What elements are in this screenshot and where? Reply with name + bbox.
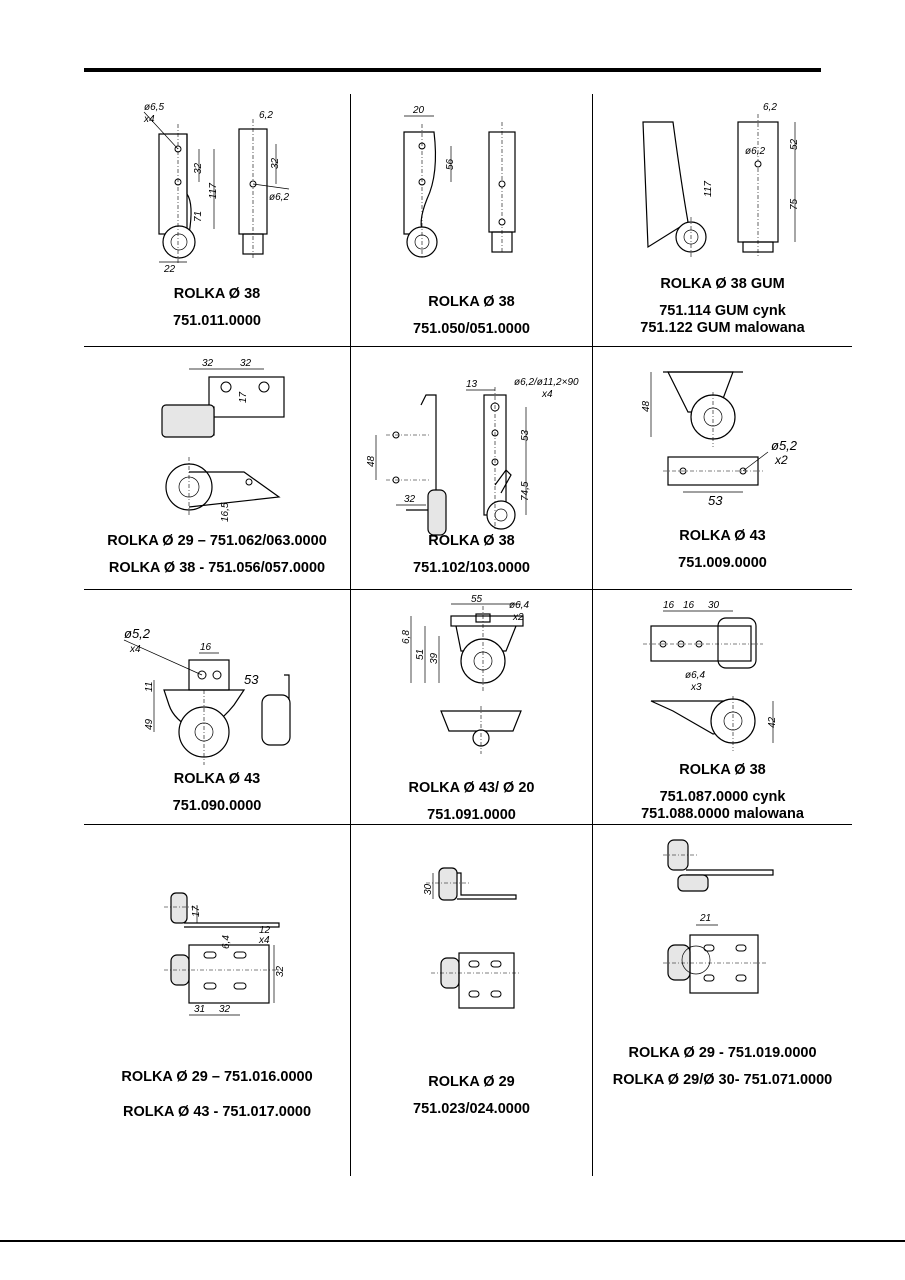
product-cell-r2c1 [84,347,350,589]
dim-label: 16 [200,642,212,653]
dim-label: 32 [240,358,252,369]
product-name: ROLKA Ø 43 [173,771,261,787]
dim-label: 31 [194,1004,206,1015]
dim-label: 71 [193,210,204,222]
dim-label: 12 [259,925,271,936]
dim-label: 74,5 [520,481,531,501]
dim-label: 11 [144,681,155,692]
product-cell-r2c3 [593,347,852,589]
product-cell-r4c1 [84,825,350,1176]
product-cell-r3c2 [351,590,592,824]
product-code: 751.011.0000 [173,313,261,329]
product-variant-43: ROLKA Ø 43 - 751.017.0000 [122,1104,312,1120]
product-cell-r2c2 [351,347,592,589]
dim-label: 32 [193,162,204,174]
product-name: ROLKA Ø 29 [428,1074,515,1090]
dim-label: 16,5 [220,502,231,522]
dim-label: 6,2 [259,110,273,121]
product-finish-painted: 751.122 GUM malowana [640,320,805,336]
dim-label: 30 [423,883,434,895]
product-name: ROLKA Ø 38 [679,762,766,778]
dim-label: ø6,2 [269,192,290,203]
product-variant-29-30: ROLKA Ø 29/Ø 30- 751.071.0000 [612,1072,833,1088]
dim-label: 53 [520,429,531,441]
dim-label: x4 [259,935,270,946]
dim-label: x2 [513,612,524,623]
dim-label: x3 [691,682,702,693]
dim-label: 49 [144,718,155,730]
product-cell-r1c2 [351,94,592,346]
dim-label: ø5,2 [771,438,798,453]
product-cell-r1c3 [593,94,852,346]
product-cell-r3c1 [84,590,350,824]
dim-label: ø6,2/ø11,2×90 [514,377,579,388]
dim-label: 32 [219,1004,231,1015]
technical-drawing [159,885,299,1030]
product-cell-r1c1 [84,94,350,346]
product-cell-r4c2 [351,825,592,1176]
dim-label: 117 [208,183,219,199]
product-variant-38: ROLKA Ø 38 - 751.056/057.0000 [108,560,326,576]
dim-label: 22 [164,264,176,275]
technical-drawing [658,835,798,1020]
product-cell-r4c3 [593,825,852,1176]
dim-label: ø6,4 [685,670,706,681]
dim-label: x2 [775,453,788,467]
dim-label: 55 [471,594,483,605]
technical-drawing [124,620,314,775]
product-variant-29: ROLKA Ø 29 – 751.062/063.0000 [107,533,327,549]
dim-label: 32 [202,358,214,369]
dim-label: x4 [542,389,553,400]
product-code: 751.102/103.0000 [413,560,530,576]
dim-label: 117 [703,181,714,197]
technical-drawing [633,362,833,517]
product-name: ROLKA Ø 43 [679,528,766,544]
product-code: 751.050/051.0000 [413,321,530,337]
dim-label: 53 [708,493,723,508]
dim-label: 16 [663,600,675,611]
product-name: ROLKA Ø 43/ Ø 20 [408,780,535,796]
dim-label: 6,4 [221,935,232,949]
product-name: ROLKA Ø 38 [428,294,515,310]
dim-label: ø6,2 [745,146,766,157]
product-variant-29: ROLKA Ø 29 – 751.016.0000 [121,1069,313,1085]
dim-label: 75 [789,198,800,210]
product-name: ROLKA Ø 38 GUM [660,276,785,292]
dim-label: ø6,5 [144,102,165,113]
dim-label: 32 [270,157,281,169]
product-code: 751.091.0000 [427,807,516,823]
bottom-rule [0,1240,905,1242]
dim-label: 20 [413,105,425,116]
dim-label: 21 [700,913,712,924]
dim-label: 39 [429,652,440,664]
dim-label: 6,8 [401,630,412,644]
product-code: 751.023/024.0000 [413,1101,530,1117]
dim-label: 16 [683,600,695,611]
product-code: 751.009.0000 [678,555,767,571]
dim-label: 56 [445,158,456,170]
product-finish-zinc: 751.087.0000 cynk [659,789,786,805]
technical-drawing [421,863,531,1028]
top-rule [84,68,821,72]
dim-label: 17 [238,391,249,403]
technical-drawing [139,104,299,279]
dim-label: 32 [404,494,416,505]
dim-label: 52 [789,138,800,150]
dim-label: 51 [415,648,426,660]
product-code: 751.090.0000 [172,798,262,814]
product-name: ROLKA Ø 38 [173,286,261,302]
product-cell-r3c3 [593,590,852,824]
technical-drawing [391,596,571,761]
dim-label: 42 [767,716,778,728]
dim-label: 13 [466,379,478,390]
technical-drawing [623,102,823,267]
dim-label: 17 [191,905,202,917]
dim-label: 48 [641,400,652,412]
dim-label: ø6,4 [509,600,530,611]
technical-drawing [154,357,294,527]
product-name: ROLKA Ø 38 [428,533,515,549]
dim-label: 30 [708,600,720,611]
dim-label: x4 [130,644,141,655]
dim-label: 32 [275,965,286,977]
technical-drawing [366,375,586,540]
dim-label: x4 [144,114,155,125]
product-finish-painted: 751.088.0000 malowana [641,806,804,822]
technical-drawing [633,596,833,761]
technical-drawing [389,104,569,269]
dim-label: 6,2 [763,102,777,113]
product-finish-zinc: 751.114 GUM cynk [659,303,786,319]
dim-label: ø5,2 [124,626,151,641]
product-variant-29: ROLKA Ø 29 - 751.019.0000 [628,1045,817,1061]
dim-label: 48 [366,455,377,467]
dim-label: 53 [244,672,259,687]
